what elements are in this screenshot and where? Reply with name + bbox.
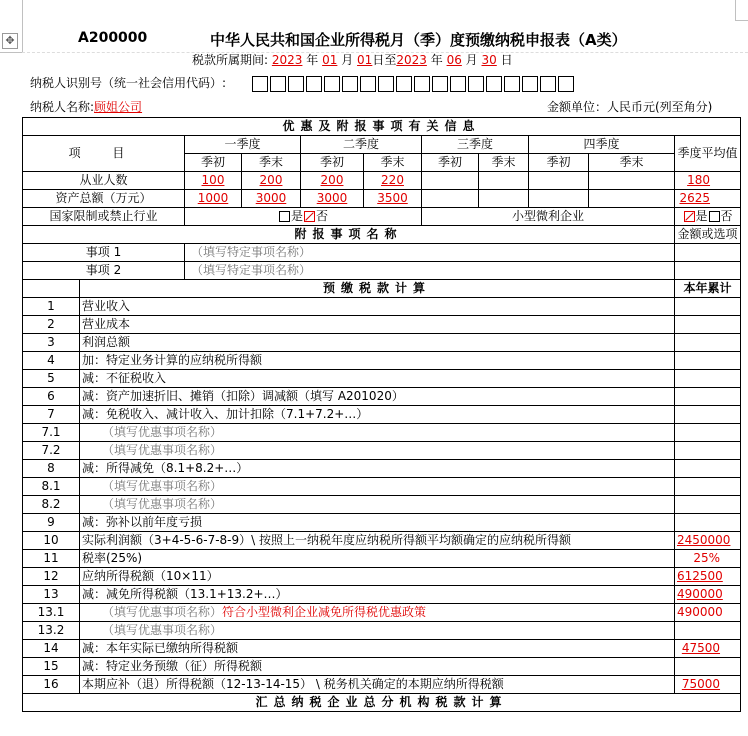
taxpayer-id-box[interactable] xyxy=(288,76,304,92)
taxpayer-name[interactable]: 顾姐公司 xyxy=(94,100,143,114)
taxpayer-name-row xyxy=(30,98,142,115)
calc-row-description xyxy=(80,370,675,388)
taxpayer-id-box[interactable] xyxy=(252,76,268,92)
calc-row-description xyxy=(80,496,675,514)
calc-row xyxy=(23,442,741,460)
small-yes-checkbox[interactable] xyxy=(684,211,695,222)
quarter-4-start-header: 季初 xyxy=(529,154,589,172)
assets-avg-value[interactable]: 2625 xyxy=(675,190,741,208)
taxpayer-id-box[interactable] xyxy=(522,76,538,92)
small-label: 小型微利企业 xyxy=(422,208,675,226)
quarter-4-header: 四季度 xyxy=(529,136,675,154)
calc-row-value[interactable] xyxy=(675,424,741,442)
month-char: 月 xyxy=(341,53,354,67)
employees-value-7[interactable] xyxy=(529,172,589,190)
calc-row-description-text: （填写优惠事项名称） xyxy=(102,425,223,439)
calc-row-value[interactable] xyxy=(675,370,741,388)
calc-row-description-text: 减：特定业务预缴（征）所得税额 xyxy=(82,659,263,673)
calc-row-description-text: 利润总额 xyxy=(82,335,131,349)
calc-row-description xyxy=(80,622,675,640)
calc-row-number: 3 xyxy=(23,334,80,352)
calc-row-number: 8 xyxy=(23,460,80,478)
day-char: 日 xyxy=(500,53,513,67)
calc-row xyxy=(23,298,741,316)
avg-header: 季度平均值 xyxy=(675,136,741,172)
calc-row-description-text: 减：所得减免（8.1+8.2+…） xyxy=(82,461,249,475)
calc-row-description xyxy=(80,676,675,694)
calc-row xyxy=(23,604,741,622)
small-options[interactable] xyxy=(675,208,741,226)
calc-row-description xyxy=(80,568,675,586)
calc-row-number: 7.1 xyxy=(23,424,80,442)
calc-row-value[interactable] xyxy=(675,658,741,676)
calc-row-value[interactable]: 490000 xyxy=(675,604,741,622)
calc-row-description xyxy=(80,532,675,550)
quarter-1-end-header: 季末 xyxy=(242,154,301,172)
assets-label: 资产总额（万元） xyxy=(23,190,185,208)
calc-row-number: 9 xyxy=(23,514,80,532)
attached-item-1-label: 事项 1 xyxy=(23,244,185,262)
assets-value-7[interactable] xyxy=(529,190,589,208)
calc-row xyxy=(23,586,741,604)
calc-row-number: 6 xyxy=(23,388,80,406)
calc-row-value[interactable]: 25% xyxy=(675,550,741,568)
restricted-label: 国家限制或禁止行业 xyxy=(23,208,185,226)
assets-value-5[interactable] xyxy=(422,190,479,208)
attached-item-1-name[interactable]: （填写特定事项名称） xyxy=(185,244,675,262)
taxpayer-id-box[interactable] xyxy=(540,76,556,92)
taxpayer-name-label: 纳税人名称: xyxy=(30,100,95,114)
calc-row-description-text: （填写优惠事项名称） xyxy=(102,443,223,457)
period-label: 税款所属期间: xyxy=(192,53,269,67)
calc-row xyxy=(23,334,741,352)
quarter-3-start-header: 季初 xyxy=(422,154,479,172)
calc-row-number: 16 xyxy=(23,676,80,694)
calc-row xyxy=(23,370,741,388)
calc-row-value[interactable] xyxy=(675,388,741,406)
employees-value-8[interactable] xyxy=(589,172,675,190)
taxpayer-id-box[interactable] xyxy=(396,76,412,92)
small-no-label: 否 xyxy=(720,209,733,223)
employees-value-4[interactable]: 220 xyxy=(364,172,422,190)
calc-row-number: 13.2 xyxy=(23,622,80,640)
calc-row-description xyxy=(80,424,675,442)
amount-header: 金额或选项 xyxy=(675,226,741,244)
calc-row-value[interactable] xyxy=(675,352,741,370)
calc-row-description-text: 加：特定业务计算的应纳税所得额 xyxy=(82,353,263,367)
attached-item-1-value[interactable] xyxy=(675,244,741,262)
calc-row-value[interactable] xyxy=(675,334,741,352)
attached-item-2-name[interactable]: （填写特定事项名称） xyxy=(185,262,675,280)
calc-row-number: 7 xyxy=(23,406,80,424)
end-month[interactable]: 06 xyxy=(446,53,462,67)
calc-row-number: 13.1 xyxy=(23,604,80,622)
calc-row-description-text: 减：减免所得税额（13.1+13.2+…） xyxy=(82,587,288,601)
start-day[interactable]: 01 xyxy=(357,53,373,67)
calc-row xyxy=(23,352,741,370)
attached-item-2-label: 事项 2 xyxy=(23,262,185,280)
calc-row-description-text: （填写优惠事项名称） xyxy=(102,623,223,637)
calc-row-description xyxy=(80,388,675,406)
quarter-4-end-header: 季末 xyxy=(589,154,675,172)
employees-value-5[interactable] xyxy=(422,172,479,190)
calc-row-description-text: 税率(25%) xyxy=(82,551,143,565)
summary-header: 汇总纳税企业总分机构税款计算 xyxy=(23,694,741,712)
assets-value-1[interactable]: 1000 xyxy=(185,190,242,208)
quarter-1-start-header: 季初 xyxy=(185,154,242,172)
calc-row-value[interactable] xyxy=(675,460,741,478)
calc-row xyxy=(23,514,741,532)
calc-row-number: 2 xyxy=(23,316,80,334)
assets-value-2[interactable]: 3000 xyxy=(242,190,301,208)
tax-period xyxy=(192,51,513,68)
calc-row-description xyxy=(80,514,675,532)
small-yes-label: 是 xyxy=(695,209,708,223)
calc-row-value[interactable] xyxy=(675,316,741,334)
total-header: 本年累计 xyxy=(675,280,741,298)
calc-row xyxy=(23,640,741,658)
month-char: 月 xyxy=(465,53,478,67)
quarter-2-end-header: 季末 xyxy=(364,154,422,172)
assets-value-8[interactable] xyxy=(589,190,675,208)
calc-row-description-text: 实际利润额（3+4-5-6-7-8-9）\ 按照上一纳税年度应纳税所得额平均额确定的应纳税所得额 xyxy=(82,533,572,547)
calc-row-number: 11 xyxy=(23,550,80,568)
taxpayer-id-box[interactable] xyxy=(558,76,574,92)
calc-row-number: 8.2 xyxy=(23,496,80,514)
end-day[interactable]: 30 xyxy=(481,53,497,67)
calc-row-value[interactable] xyxy=(675,514,741,532)
calc-row xyxy=(23,496,741,514)
taxpayer-id-box[interactable] xyxy=(432,76,448,92)
calc-row-number: 1 xyxy=(23,298,80,316)
calc-row-value[interactable]: 2450000 xyxy=(675,532,741,550)
calc-row-description-text: 减：本年实际已缴纳所得税额 xyxy=(82,641,239,655)
calc-row-value[interactable]: 75000 xyxy=(675,676,741,694)
calc-row-value[interactable]: 490000 xyxy=(675,586,741,604)
taxpayer-id-box[interactable] xyxy=(378,76,394,92)
calc-row-extra-text: 符合小型微利企业减免所得税优惠政策 xyxy=(222,605,427,619)
quarter-2-start-header: 季初 xyxy=(301,154,364,172)
taxpayer-id-box[interactable] xyxy=(342,76,358,92)
move-handle-icon[interactable]: ✥ xyxy=(2,33,18,49)
employees-value-6[interactable] xyxy=(479,172,529,190)
taxpayer-id-box[interactable] xyxy=(468,76,484,92)
taxpayer-id-box[interactable] xyxy=(306,76,322,92)
assets-value-6[interactable] xyxy=(479,190,529,208)
assets-value-3[interactable]: 3000 xyxy=(301,190,364,208)
year-char: 年 xyxy=(430,53,443,67)
attached-header: 附报事项名称 xyxy=(23,226,675,244)
taxpayer-id-box[interactable] xyxy=(486,76,502,92)
calc-row xyxy=(23,406,741,424)
pref-header: 优惠及附报事项有关信息 xyxy=(23,118,741,136)
form-code: A200000 xyxy=(78,30,148,46)
calc-row-value[interactable] xyxy=(675,622,741,640)
calc-row-value[interactable] xyxy=(675,496,741,514)
taxpayer-id-box[interactable] xyxy=(414,76,430,92)
calc-row-number: 5 xyxy=(23,370,80,388)
calc-row-number: 10 xyxy=(23,532,80,550)
calc-row-description-text: （填写优惠事项名称） xyxy=(102,605,223,619)
taxpayer-id-box[interactable] xyxy=(324,76,340,92)
calc-row-description-text: 减：不征税收入 xyxy=(82,371,167,385)
calc-row-description-text: （填写优惠事项名称） xyxy=(102,479,223,493)
calc-row xyxy=(23,568,741,586)
calc-row-number: 4 xyxy=(23,352,80,370)
calc-row-description xyxy=(80,298,675,316)
calc-row-description-text: 营业收入 xyxy=(82,299,131,313)
calc-row-number: 7.2 xyxy=(23,442,80,460)
calc-row-description xyxy=(80,550,675,568)
quarter-1-header: 一季度 xyxy=(185,136,301,154)
calc-row xyxy=(23,550,741,568)
restricted-yes-checkbox[interactable] xyxy=(279,211,290,222)
restricted-no-label: 否 xyxy=(316,209,329,223)
restricted-options[interactable] xyxy=(185,208,422,226)
restricted-yes-label: 是 xyxy=(290,209,303,223)
calc-row-value[interactable] xyxy=(675,298,741,316)
employees-value-2[interactable]: 200 xyxy=(242,172,301,190)
calc-row-description xyxy=(80,442,675,460)
calc-row-description xyxy=(80,640,675,658)
calc-row-description xyxy=(80,316,675,334)
calc-row-description-text: （填写优惠事项名称） xyxy=(102,497,223,511)
year-char: 年 xyxy=(306,53,319,67)
taxpayer-id-box[interactable] xyxy=(270,76,286,92)
calc-row-value[interactable]: 47500 xyxy=(675,640,741,658)
calc-header: 预缴税款计算 xyxy=(80,280,675,298)
calc-row-value[interactable] xyxy=(675,478,741,496)
calc-row-description xyxy=(80,658,675,676)
quarter-3-end-header: 季末 xyxy=(479,154,529,172)
small-no-checkbox[interactable] xyxy=(709,211,720,222)
calc-row-number: 15 xyxy=(23,658,80,676)
attached-item-2-value[interactable] xyxy=(675,262,741,280)
calc-row-description xyxy=(80,478,675,496)
employees-label: 从业人数 xyxy=(23,172,185,190)
quarter-2-header: 二季度 xyxy=(301,136,422,154)
calc-row-description-text: 减：免税收入、减计收入、加计扣除（7.1+7.2+…） xyxy=(82,407,369,421)
calc-row xyxy=(23,622,741,640)
taxpayer-id-box[interactable] xyxy=(360,76,376,92)
calc-row xyxy=(23,424,741,442)
calc-no-header xyxy=(23,280,80,298)
to-char: 日至 xyxy=(372,53,397,67)
quarter-3-header: 三季度 xyxy=(422,136,529,154)
calc-row-number: 8.1 xyxy=(23,478,80,496)
calc-row-description-text: 应纳所得税额（10×11） xyxy=(82,569,219,583)
calc-row-value[interactable] xyxy=(675,442,741,460)
taxpayer-id-box[interactable] xyxy=(450,76,466,92)
calc-row-description xyxy=(80,352,675,370)
calc-row xyxy=(23,316,741,334)
calc-row-description-text: 减：弥补以前年度亏损 xyxy=(82,515,203,529)
calc-row-number: 12 xyxy=(23,568,80,586)
item-label: 项 目 xyxy=(23,136,185,172)
assets-value-4[interactable]: 3500 xyxy=(364,190,422,208)
calc-row xyxy=(23,532,741,550)
calc-row xyxy=(23,388,741,406)
taxpayer-id-box[interactable] xyxy=(504,76,520,92)
calc-row-description-text: 减：资产加速折旧、摊销（扣除）调减额（填写 A201020） xyxy=(82,389,404,403)
employees-value-3[interactable]: 200 xyxy=(301,172,364,190)
calc-row-description xyxy=(80,460,675,478)
calc-row xyxy=(23,460,741,478)
calc-row-description xyxy=(80,586,675,604)
taxpayer-id-boxes[interactable] xyxy=(252,76,576,90)
end-year[interactable]: 2023 xyxy=(396,53,427,67)
taxpayer-id-row xyxy=(30,74,576,92)
employees-value-1[interactable]: 100 xyxy=(185,172,242,190)
calc-row xyxy=(23,676,741,694)
calc-row-description xyxy=(80,334,675,352)
calc-row-value[interactable] xyxy=(675,406,741,424)
calc-row-description-text: 营业成本 xyxy=(82,317,131,331)
start-year[interactable]: 2023 xyxy=(271,53,303,67)
declaration-table xyxy=(22,117,741,712)
calc-row-value[interactable]: 612500 xyxy=(675,568,741,586)
calc-row-description xyxy=(80,406,675,424)
employees-avg-value[interactable]: 180 xyxy=(675,172,741,190)
calc-row-description xyxy=(80,604,675,622)
currency-unit: 金额单位：人民币元(列至角分) xyxy=(547,100,713,114)
calc-row-number: 13 xyxy=(23,586,80,604)
restricted-no-checkbox[interactable] xyxy=(304,211,315,222)
taxpayer-id-label: 纳税人识别号（统一社会信用代码）: xyxy=(30,76,227,90)
start-month[interactable]: 01 xyxy=(322,53,338,67)
form-title: 中华人民共和国企业所得税月（季）度预缴纳税申报表（A类） xyxy=(210,31,627,49)
calc-row xyxy=(23,478,741,496)
calc-row-number: 14 xyxy=(23,640,80,658)
calc-row-description-text: 本期应补（退）所得税额（12-13-14-15） \ 税务机关确定的本期应纳所得税额 xyxy=(82,677,504,691)
calc-row xyxy=(23,658,741,676)
